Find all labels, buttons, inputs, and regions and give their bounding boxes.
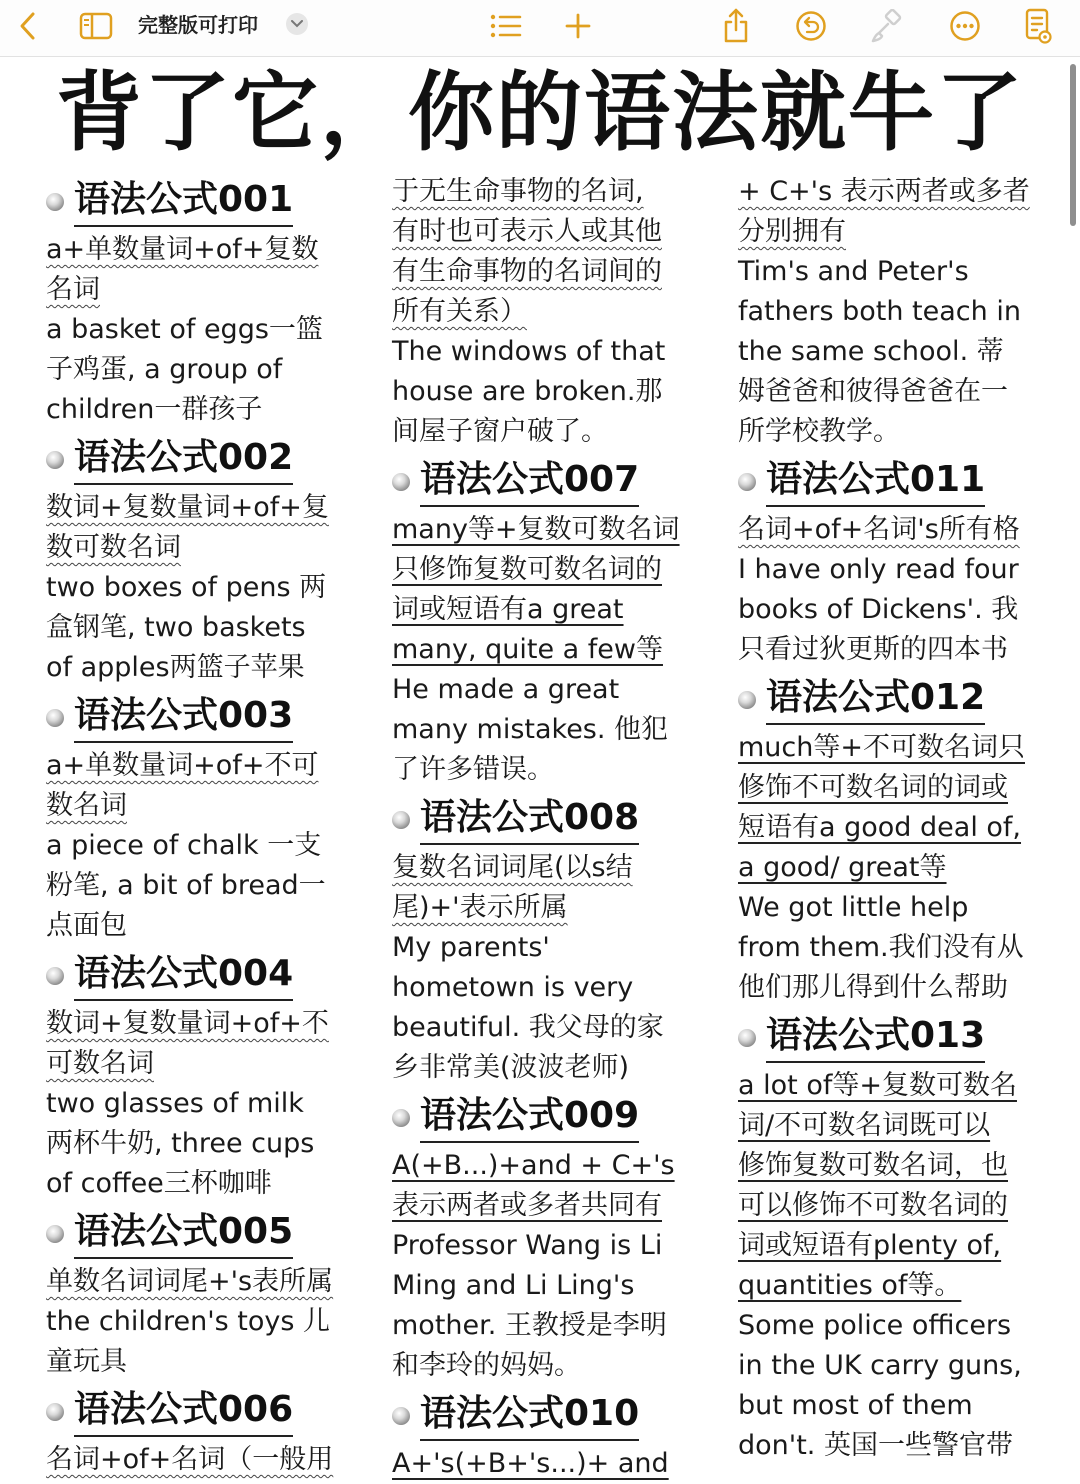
example-text: 粉笔, a bit of bread一 [46, 870, 326, 901]
formula-text: a+单数量词+of+复数 [46, 234, 319, 265]
bullet-icon [46, 193, 64, 211]
formula-text: 可数名词 [46, 1048, 154, 1079]
formula-text: 表示两者或多者共同有 [392, 1190, 662, 1221]
example-text: 童玩具 [46, 1346, 127, 1377]
example-text: from them.我们没有从 [738, 932, 1024, 963]
example-text: We got little help [738, 892, 969, 923]
bullet-icon [46, 451, 64, 469]
formula-text: 名词+of+名词（一般用 [46, 1444, 334, 1475]
back-chevron-icon[interactable] [12, 6, 42, 46]
column-3 [738, 172, 1038, 1466]
formula-text: 修饰复数可数名词，也 [738, 1150, 1008, 1181]
example-text: 所学校教学。 [738, 416, 900, 447]
example-text: 只看过狄更斯的四本书 [738, 634, 1008, 665]
example-text: don't. 英国一些警官带 [738, 1430, 1013, 1461]
formula-text: 数名词 [46, 790, 127, 821]
example-text: a basket of eggs一篮 [46, 314, 323, 345]
example-text: mother. 王教授是李明 [392, 1310, 667, 1341]
bullet-icon [392, 1407, 410, 1425]
formula-heading: 语法公式002 [46, 432, 342, 488]
formula-text: 词或短语有plenty of, [738, 1230, 1002, 1261]
bullet-icon [46, 709, 64, 727]
more-icon[interactable] [948, 6, 982, 46]
formula-heading: 语法公式009 [392, 1090, 688, 1146]
formula-text: a lot of等+复数可数名 [738, 1070, 1017, 1101]
formula-text: 于无生命事物的名词, [392, 176, 644, 207]
formula-text: 尾)+'表示所属 [392, 892, 568, 923]
brush-icon[interactable] [870, 6, 904, 46]
example-text: beautiful. 我父母的家 [392, 1012, 664, 1043]
example-text: I have only read four [738, 554, 1019, 585]
example-text: of apples两篮子苹果 [46, 652, 305, 683]
bullet-icon [392, 473, 410, 491]
plus-icon[interactable] [562, 6, 594, 46]
bullet-icon [46, 1225, 64, 1243]
formula-text: much等+不可数名词只 [738, 732, 1025, 763]
formula-text: 有时也可表示人或其他 [392, 216, 662, 247]
formula-text: 词/不可数名词既可以 [738, 1110, 991, 1141]
example-text: Some police officers [738, 1310, 1012, 1341]
formula-heading: 语法公式011 [738, 454, 1038, 510]
example-text: hometown is very [392, 972, 634, 1003]
example-text: 子鸡蛋, a group of [46, 354, 283, 385]
formula-text: 单数名词词尾+'s表所属 [46, 1266, 334, 1297]
formula-text: + C+'s 表示两者或多者 [738, 176, 1030, 207]
example-text: the children's toys 儿 [46, 1306, 331, 1337]
example-text: 和李玲的妈妈。 [392, 1350, 581, 1381]
formula-text: 分别拥有 [738, 216, 846, 247]
formula-text: 词或短语有a great [392, 594, 624, 625]
example-text: 姆爸爸和彼得爸爸在一 [738, 376, 1008, 407]
example-text: Ming and Li Ling's [392, 1270, 635, 1301]
formula-text: 只修饰复数可数名词的 [392, 554, 662, 585]
bullet-icon [392, 1109, 410, 1127]
example-text: 间屋子窗户破了。 [392, 416, 608, 447]
example-text: 他们那儿得到什么帮助 [738, 972, 1008, 1003]
formula-text: 名词 [46, 274, 100, 305]
formula-heading: 语法公式012 [738, 672, 1038, 728]
example-text: in the UK carry guns, [738, 1350, 1022, 1381]
formula-heading: 语法公式003 [46, 690, 342, 746]
bullet-icon [46, 967, 64, 985]
sidebar-icon[interactable] [78, 6, 114, 46]
share-icon[interactable] [720, 6, 752, 46]
example-text: Tim's and Peter's [738, 256, 969, 287]
formula-heading: 语法公式007 [392, 454, 688, 510]
example-text: two boxes of pens 两 [46, 572, 327, 603]
example-text: 乡非常美(波波老师) [392, 1052, 630, 1083]
bullet-icon [392, 811, 410, 829]
formula-text: A(+B...)+and + C+'s [392, 1150, 675, 1181]
example-text: My parents' [392, 932, 550, 963]
example-text: He made a great [392, 674, 620, 705]
example-text: 点面包 [46, 910, 127, 941]
example-text: many mistakes. 他犯 [392, 714, 669, 745]
formula-text: A+'s(+B+'s...)+ and [392, 1448, 669, 1479]
bullet-icon [738, 1029, 756, 1047]
formula-text: quantities of等。 [738, 1270, 962, 1301]
top-toolbar [0, 0, 1080, 57]
formula-text: 复数名词词尾(以s结 [392, 852, 633, 883]
example-text: the same school. 蒂 [738, 336, 1004, 367]
chevron-down-icon[interactable] [286, 13, 308, 35]
example-text: house are broken.那 [392, 376, 663, 407]
example-text: but most of them [738, 1390, 973, 1421]
example-text: two glasses of milk [46, 1088, 304, 1119]
bullet-icon [46, 1403, 64, 1421]
formula-heading: 语法公式008 [392, 792, 688, 848]
undo-icon[interactable] [794, 6, 828, 46]
formula-text: 数词+复数量词+of+不 [46, 1008, 329, 1039]
formula-text: 修饰不可数名词的词或 [738, 772, 1008, 803]
formula-text: 有生命事物的名词间的 [392, 256, 662, 287]
example-text: The windows of that [392, 336, 666, 367]
document-view-icon[interactable] [1022, 6, 1054, 46]
formula-text: a good/ great等 [738, 852, 947, 883]
example-text: a piece of chalk 一支 [46, 830, 322, 861]
example-text: books of Dickens'. 我 [738, 594, 1019, 625]
example-text: 了许多错误。 [392, 754, 554, 785]
formula-text: 短语有a good deal of, [738, 812, 1022, 843]
formula-text: 可以修饰不可数名词的 [738, 1190, 1008, 1221]
formula-text: 名词+of+名词's所有格 [738, 514, 1020, 545]
formula-heading: 语法公式013 [738, 1010, 1038, 1066]
formula-text: many等+复数可数名词 [392, 514, 680, 545]
example-text: 盒钢笔, two baskets [46, 612, 306, 643]
bullet-icon [738, 691, 756, 709]
example-text: fathers both teach in [738, 296, 1021, 327]
formula-heading: 语法公式001 [46, 174, 342, 230]
bullet-icon [738, 473, 756, 491]
formula-text: 数可数名词 [46, 532, 181, 563]
column-1 [46, 172, 342, 1480]
list-icon[interactable] [488, 6, 524, 46]
formula-heading: 语法公式005 [46, 1206, 342, 1262]
formula-heading: 语法公式006 [46, 1384, 342, 1440]
document-title[interactable]: 完整版可打印 [138, 13, 258, 37]
example-text: children一群孩子 [46, 394, 263, 425]
page-title: 背了它，你的语法就牛了 [56, 63, 1024, 163]
formula-text: a+单数量词+of+不可 [46, 750, 319, 781]
formula-heading: 语法公式010 [392, 1388, 688, 1444]
formula-heading: 语法公式004 [46, 948, 342, 1004]
example-text: 两杯牛奶, three cups [46, 1128, 315, 1159]
formula-text: 所有关系） [392, 296, 527, 327]
column-2 [392, 172, 688, 1484]
formula-text: 数词+复数量词+of+复 [46, 492, 329, 523]
example-text: Professor Wang is Li [392, 1230, 663, 1261]
example-text: of coffee三杯咖啡 [46, 1168, 272, 1199]
formula-text: many, quite a few等 [392, 634, 663, 665]
